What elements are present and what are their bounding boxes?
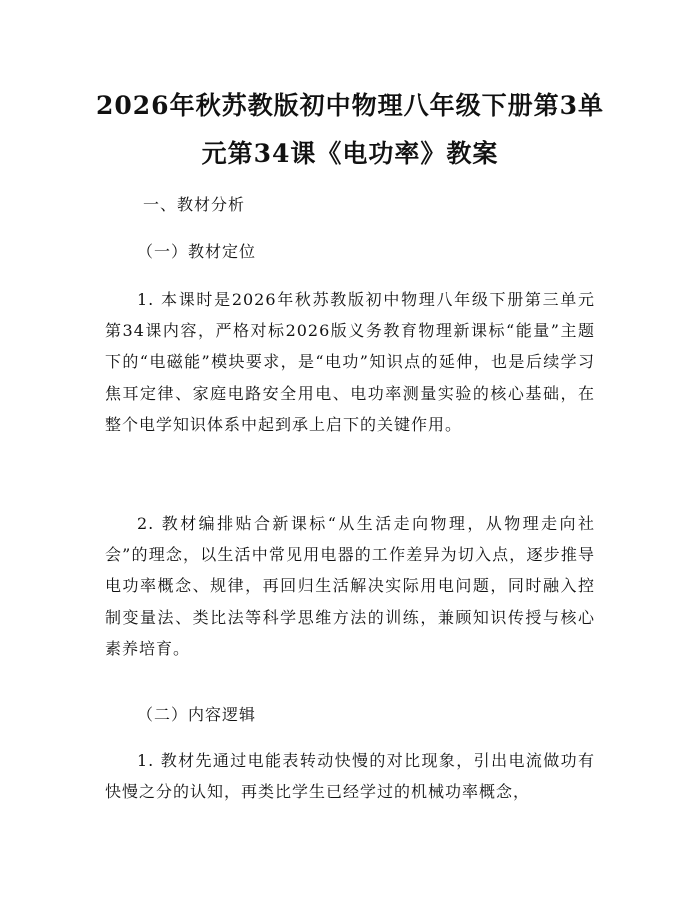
document-title-line-2: 元第34课《电功率》教案 xyxy=(201,139,499,168)
document-title-line-1: 2026年秋苏教版初中物理八年级下册第3单 xyxy=(96,91,604,120)
paragraph-content-logic-1: 1. 教材先通过电能表转动快慢的对比现象，引出电流做功有快慢之分的认知，再类比学生已经学过的机械功率概念， xyxy=(105,751,595,802)
paragraph-positioning-1: 1. 本课时是2026年秋苏教版初中物理八年级下册第三单元第34课内容，严格对标2026版义务教育物理新课标“能量”主题下的“电磁能”模块要求，是“电功”知识点的延伸，也是后续学习焦耳定律、家庭电路安全用电、电功率测量实验的核心基础，在整个电学知识体系中起到承上启下的关键作用。 xyxy=(105,290,595,434)
section-heading-teaching-material-analysis: 一、教材分析 xyxy=(143,195,246,214)
subsection-heading-content-logic: （二）内容逻辑 xyxy=(137,705,257,724)
paragraph-positioning-2: 2. 教材编排贴合新课标“从生活走向物理，从物理走向社会”的理念，以生活中常见用电器的工作差异为切入点，逐步推导电功率概念、规律，再回归生活解决实际用电问题，同时融入控制变量法、类比法等科学思维方法的训练，兼顾知识传授与核心素养培育。 xyxy=(105,514,595,658)
subsection-heading-material-positioning: （一）教材定位 xyxy=(137,242,257,261)
